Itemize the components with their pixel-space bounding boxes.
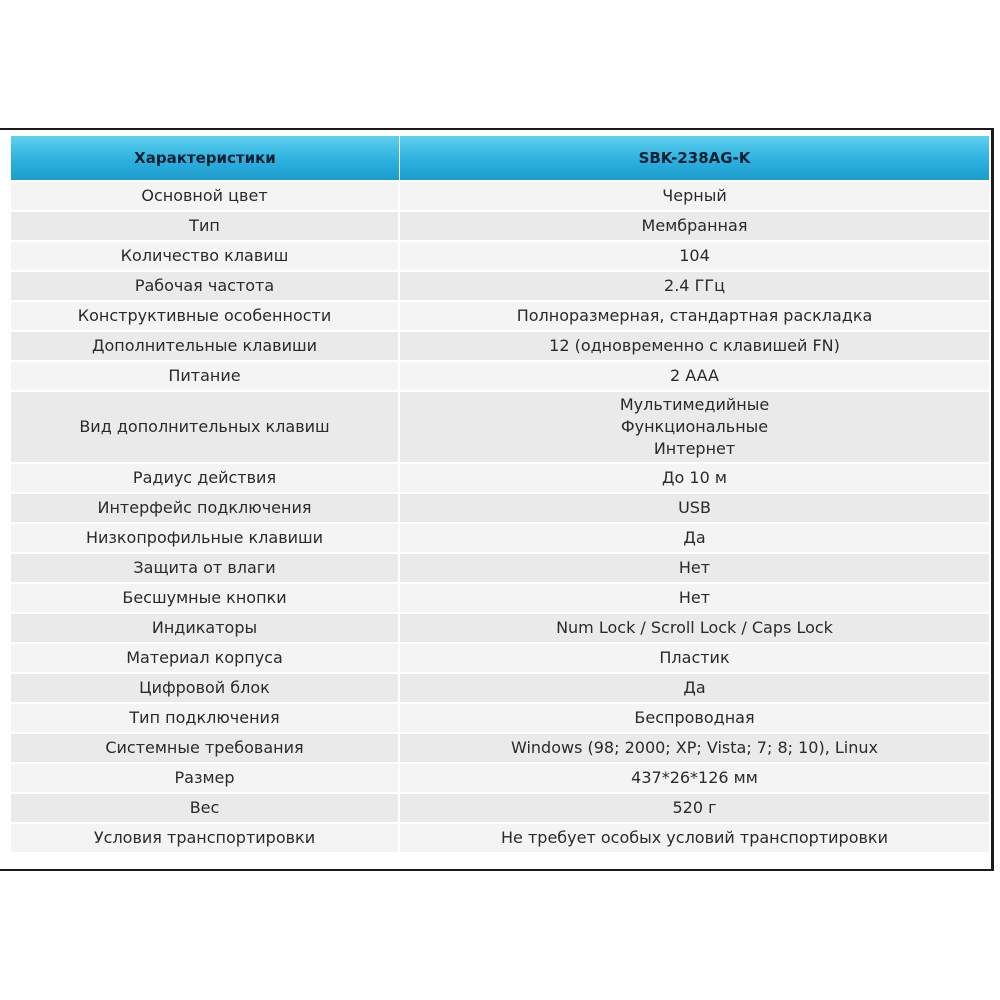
header-model: SBK-238AG-K [400,136,989,180]
spec-table [11,136,989,852]
row-label: Количество клавиш [11,240,400,270]
table-row [11,492,989,522]
row-value: Num Lock / Scroll Lock / Caps Lock [400,612,989,642]
row-label: Размер [11,762,400,792]
table-row [11,180,989,210]
value-line: Функциональные [620,417,769,436]
row-label: Радиус действия [11,462,400,492]
row-value: Windows (98; 2000; XP; Vista; 7; 8; 10), Linux [400,732,989,762]
row-value: 2 AAA [400,360,989,390]
row-value: Беспроводная [400,702,989,732]
row-label: Вес [11,792,400,822]
header-row [11,136,989,180]
row-value: 520 г [400,792,989,822]
row-value: 12 (одновременно с клавишей FN) [400,330,989,360]
table-row [11,522,989,552]
row-label: Тип подключения [11,702,400,732]
table-row [11,360,989,390]
row-value: Не требует особых условий транспортировки [400,822,989,852]
value-line: Интернет [653,439,736,458]
table-row [11,240,989,270]
row-value: Полноразмерная, стандартная раскладка [400,300,989,330]
row-label: Тип [11,210,400,240]
table-row [11,552,989,582]
row-label: Низкопрофильные клавиши [11,522,400,552]
row-value: Нет [400,552,989,582]
table-row [11,270,989,300]
table-row [11,582,989,612]
table-row [11,330,989,360]
table-row [11,702,989,732]
row-value: Да [400,522,989,552]
row-label: Рабочая частота [11,270,400,300]
row-label: Интерфейс подключения [11,492,400,522]
table-row [11,612,989,642]
row-value: Пластик [400,642,989,672]
row-label: Основной цвет [11,180,400,210]
table-row [11,822,989,852]
row-value: Черный [400,180,989,210]
row-value: 2.4 ГГц [400,270,989,300]
row-label: Условия транспортировки [11,822,400,852]
table-row [11,732,989,762]
row-value: 437*26*126 мм [400,762,989,792]
row-value: USB [400,492,989,522]
row-value: Да [400,672,989,702]
row-label: Вид дополнительных клавиш [11,390,400,462]
table-row [11,762,989,792]
table-row [11,792,989,822]
table-row [11,672,989,702]
table-row [11,390,989,462]
table-row [11,462,989,492]
row-label: Индикаторы [11,612,400,642]
row-label: Защита от влаги [11,552,400,582]
row-value: До 10 м [400,462,989,492]
row-value: Мембранная [400,210,989,240]
row-label: Конструктивные особенности [11,300,400,330]
table-row [11,300,989,330]
row-label: Материал корпуса [11,642,400,672]
row-value-multiline [400,390,989,462]
table-row [11,642,989,672]
row-label: Цифровой блок [11,672,400,702]
row-label: Бесшумные кнопки [11,582,400,612]
value-line: Мультимедийные [619,395,770,414]
row-label: Системные требования [11,732,400,762]
header-characteristics: Характеристики [11,136,400,180]
row-value: Нет [400,582,989,612]
row-value: 104 [400,240,989,270]
row-label: Дополнительные клавиши [11,330,400,360]
table-row [11,210,989,240]
row-label: Питание [11,360,400,390]
